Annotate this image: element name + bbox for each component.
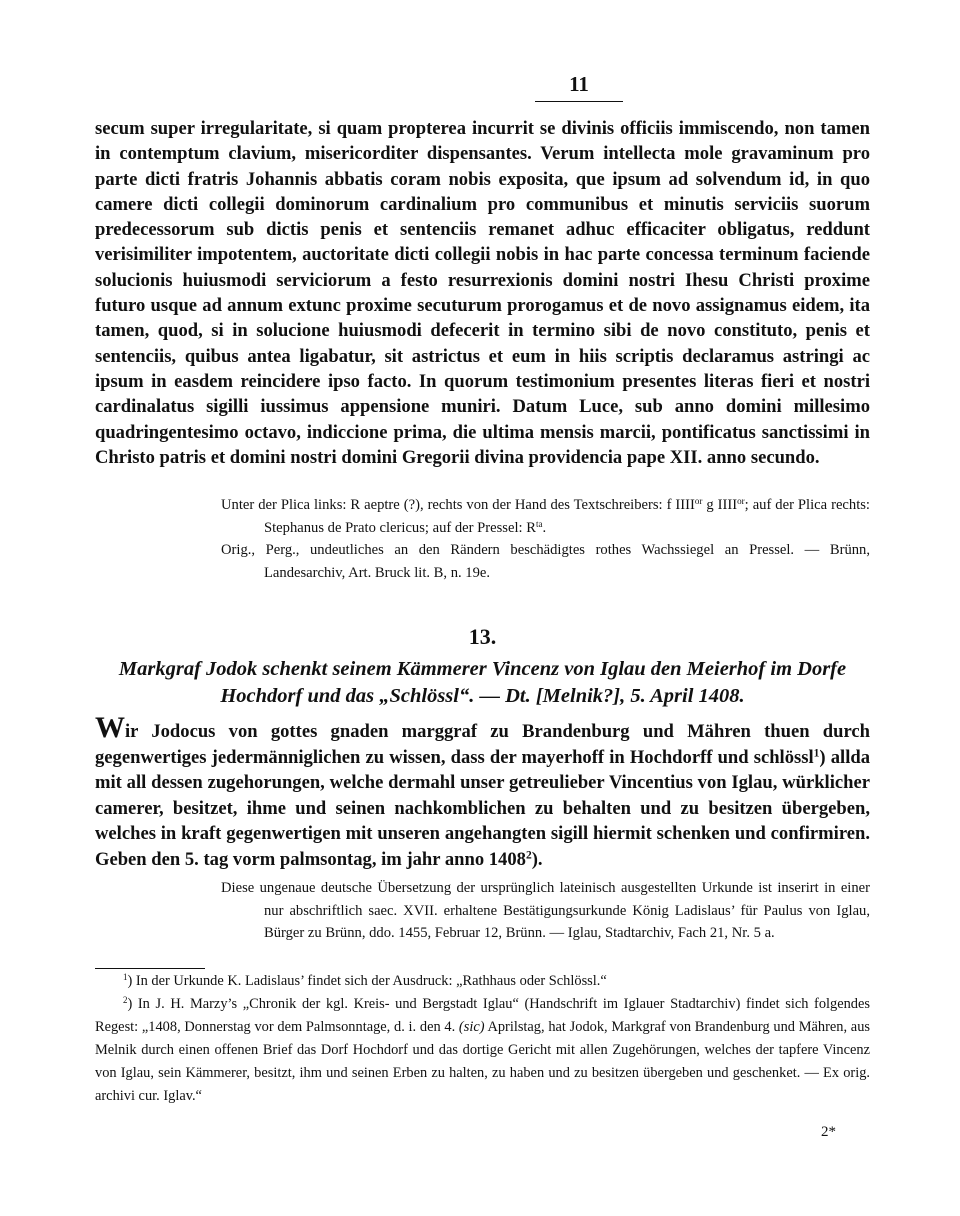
main-paragraph: secum super irregularitate, si quam propterea incurrit se divinis officiis immiscendo, non tamen in contemptum clavium, misericorditer dispensantes. Verum intellecta mole gravaminum pro parte dicti fratris Johannis abbatis coram nobis exposita, que ipsum ad solvendum id, in quo camere dicti collegii dominorum cardinalium pro communibus et minutis serviciis suorum predecessorum sub dictis penis et sentenciis remanet adhuc efficaciter obligatus, reddunt verisimiliter impotentem, auctoritate dicti collegii nobis in hac parte concessa terminum faciende solucionis huiusmodi serviciorum a festo resurrexionis domini nostri Ihesu Christi proxime futuro usque ad annum extunc proxime secuturum prorogamus et de novo assignamus eidem, ita tamen, quod, si in solucione huiusmodi defecerit in termino sibi de novo constituto, penis et sentenciis, quibus antea ligabatur, sit astrictus et eum in hiis scriptis declaramus astringi ac ipsum in easdem reincidere ipso facto. In quorum testimonium presentes literas fieri et nostri cardinalatus sigilli iussimus appensione muniri. Datum Luce, sub anno domini millesimo quadringentesimo octavo, indiccione prima, die ultima mensis marcii, pontificatus sanctissimi in Christo patris et domini nostri domini Gregorii divina providencia pape XII. anno secundo.	[95, 118, 870, 468]
document-title	[95, 656, 870, 710]
plica-note-line2b: ; auf der Plica rechts: Stephanus de Prato clericus; auf der Pressel: R	[264, 497, 870, 536]
translation-note-text: Diese ungenaue deutsche Übersetzung der ursprünglich lateinisch ausgestellten Urkunde ist inserirt in einer nur abschriftlich saec. XVII. erhaltene Bestätigungsurkunde König Ladislaus’ für Paulus von Iglau, Bürger zu Brünn, ddo. 1455, Februar 12, Brünn. — Iglau, Stadtarchiv, Fach 21, Nr. 5 a.	[221, 880, 870, 941]
archival-note	[221, 494, 870, 584]
plica-note	[221, 494, 870, 539]
plica-note-line2a: g IIII	[702, 497, 738, 513]
footnote-mark: 2	[123, 995, 128, 1006]
sic-note: (sic)	[458, 1019, 485, 1035]
plica-note-line2c: .	[542, 519, 547, 536]
document-title-line2: Hochdorf und das „Schlössl“. — Dt. [Melnik?], 5. April 1408.	[220, 685, 745, 707]
footnote-2-text-a: ) In J. H. Marzy’s „Chronik der kgl. Kreis- und Bergstadt Iglau“ (Handschrift im Iglauer Stadtarchiv) findet sich folgendes Regest: „1408, Donnerstag vor dem Palmsonntage, d. i. den 4.	[95, 996, 870, 1035]
footnote-2	[95, 993, 870, 1108]
footnote-2-text-b: Aprilstag, hat Jodok, Markgraf von Brandenburg und Mähren, aus Melnik durch einen offenen Brief das Dorf Hochdorf und das dortige Gericht mit allen Zugehörungen, welches der tapfere Vincenz von Iglau, sein Kämmerer, besitzt, ihm und seinen Erben zu halten, zu haben und zu besitzen übergeben und geschenket. — Ex orig. archivi cur. Iglav.“	[95, 1019, 870, 1104]
initial-letter: W	[95, 711, 125, 744]
footnotes	[95, 970, 870, 1108]
footnote-divider	[95, 968, 205, 969]
footnote-1	[95, 970, 870, 993]
footnote-ref-2: 2	[525, 849, 532, 862]
body-text-c: ).	[531, 848, 543, 870]
plica-note-line1: Unter der Plica links: R aeptre (?), rechts von der Hand des Textschreibers: f IIII	[221, 497, 695, 513]
document-number: 13.	[468, 624, 497, 649]
superscript: or	[737, 496, 745, 507]
superscript: ta	[535, 518, 543, 529]
footnote-ref-1: 1	[813, 747, 820, 760]
body-text-a: ir Jodocus von gottes gnaden marggraf zu Brandenburg und Mähren thuen durch gegenwertiges jedermänniglichen zu wissen, dass der mayerhoff in Hochdorff und schlössl	[95, 721, 870, 768]
source-note: Orig., Perg., undeutliches an den Rändern beschädigtes rothes Wachssiegel an Pressel. — Brünn, Landesarchiv, Art. Bruck lit. B, n. 19e.	[221, 542, 870, 581]
translation-note	[221, 877, 870, 945]
footnote-1-text: ) In der Urkunde K. Ladislaus’ findet sich der Ausdruck: „Rathhaus oder Schlössl.“	[127, 973, 607, 989]
document-title-line1: Markgraf Jodok schenkt seinem Kämmerer Vincenz von Iglau den Meierhof im Dorfe	[118, 658, 847, 680]
document-body	[95, 711, 870, 872]
page-number: 11	[535, 72, 623, 102]
signature-mark: 2*	[821, 1124, 836, 1140]
body-text-b: ) allda mit all dessen zugehorungen, welche dermahl unser getreulieber Vincentius von Iglau, würklicher camerer, besitzet, ihme und seinen nachkomblichen zu behalten und zu besitzen übergeben, welches in kraft gegenwertigen mit unseren angehangten sigill hiermit schenken und confirmiren. Geben den 5. tag vorm palmsontag, im jahr anno 1408	[95, 746, 870, 870]
superscript: or	[694, 496, 703, 507]
footnote-mark: 1	[123, 972, 128, 983]
